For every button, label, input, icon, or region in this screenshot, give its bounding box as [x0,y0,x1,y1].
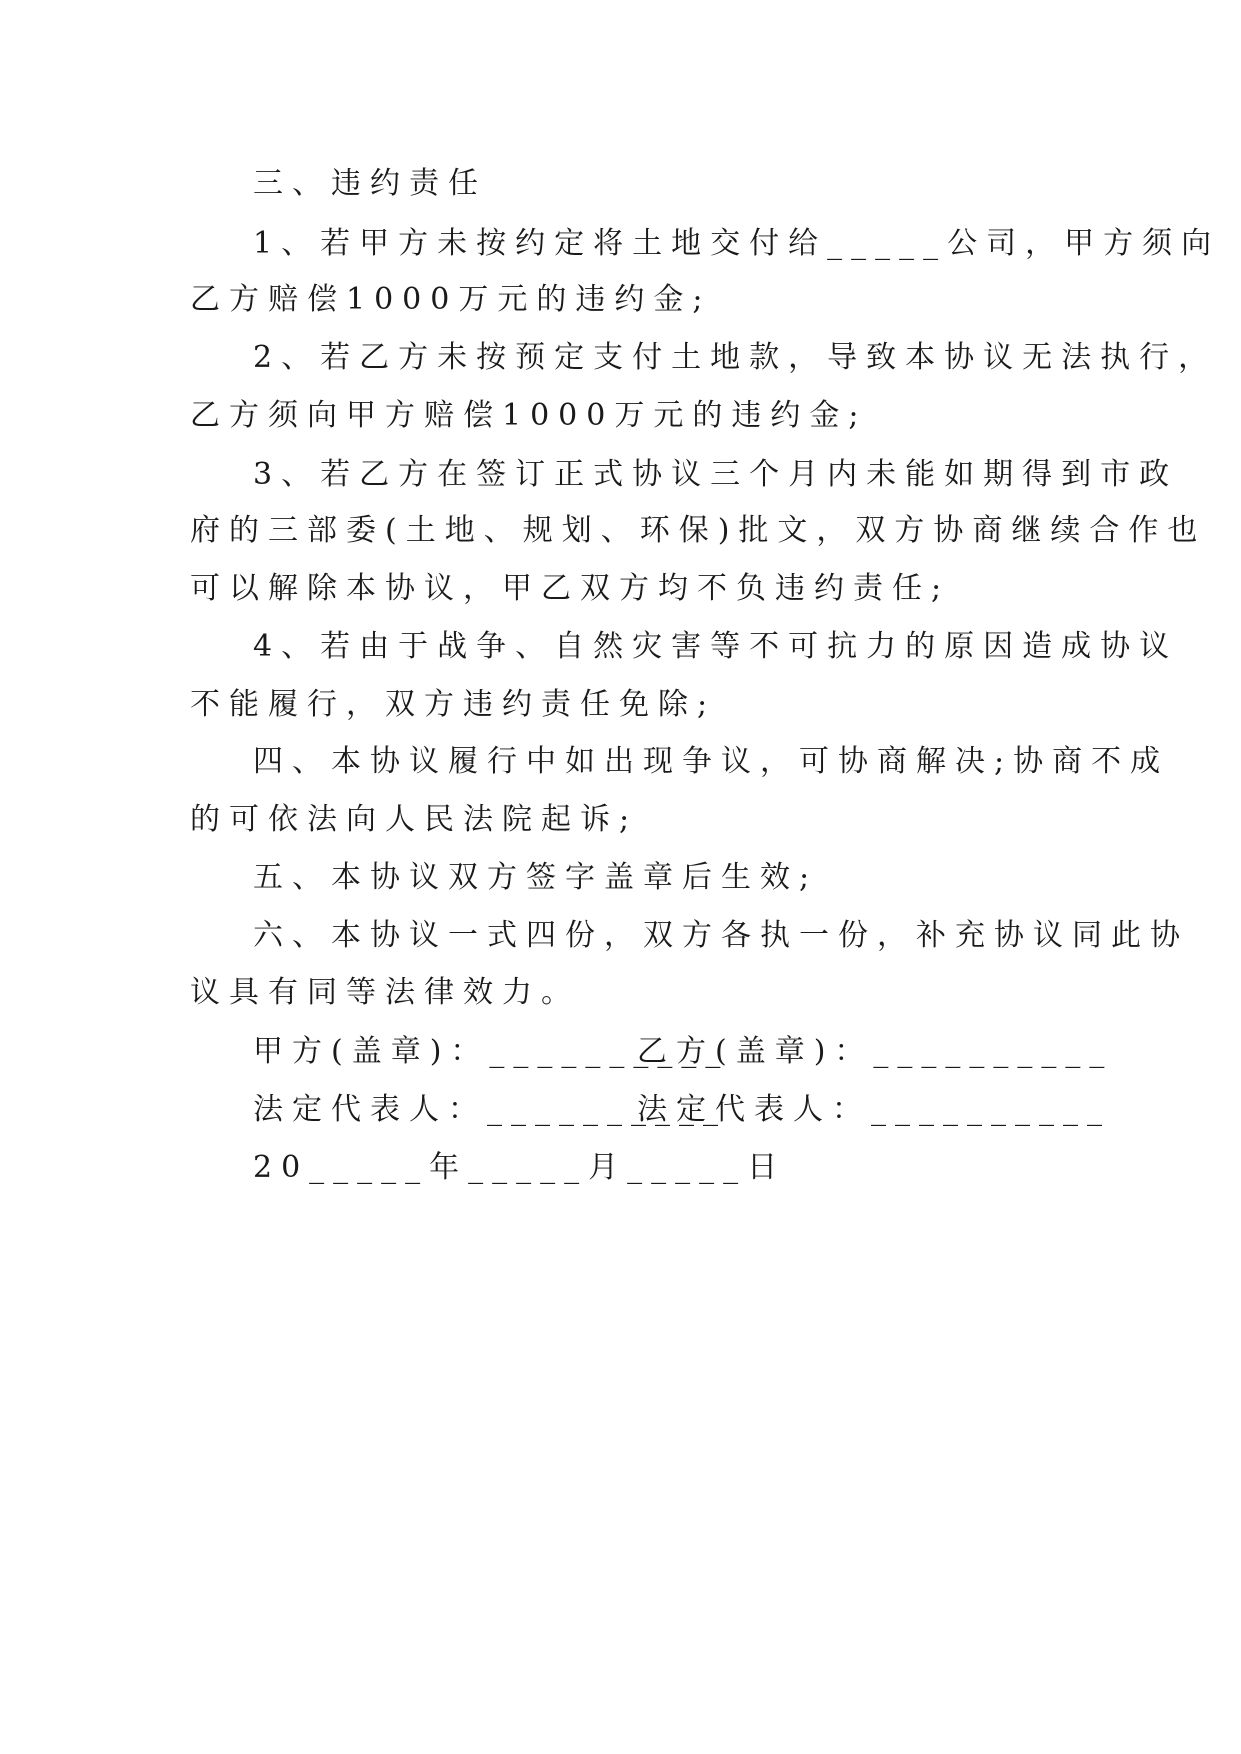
party-b-representative-line: 法定代表人：__________ [637,1092,1111,1127]
clause-4-line-2: 不能履行，双方违约责任免除; [190,687,717,722]
section-6-line-1: 六、本协议一式四份，双方各执一份，补充协议同此协 [253,918,1189,953]
clause-3-line-1: 3、若乙方在签订正式协议三个月内未能如期得到市政 [253,457,1179,492]
section-5: 五、本协议双方签字盖章后生效; [253,860,819,895]
section-4-line-1: 四、本协议履行中如出现争议，可协商解决;协商不成 [253,744,1170,779]
party-a-representative-line: 法定代表人：__________ [253,1092,727,1127]
party-b-seal-line: 乙方(盖章)：__________ [637,1034,1114,1069]
clause-1-line-1: 1、若甲方未按约定将土地交付给_____公司，甲方须向 [253,226,1221,261]
section-3-heading: 三、违约责任 [253,166,487,201]
clause-3-line-3: 可以解除本协议，甲乙双方均不负违约责任; [190,571,951,606]
clause-3-line-2: 府的三部委(土地、规划、环保)批文，双方协商继续合作也 [190,513,1207,548]
clause-4-line-1: 4、若由于战争、自然灾害等不可抗力的原因造成协议 [253,629,1179,664]
party-a-seal-line: 甲方(盖章)：__________ [253,1034,730,1069]
clause-2-line-2: 乙方须向甲方赔偿1000万元的违约金; [190,398,868,433]
signing-date-line: 20_____年_____月_____日 [253,1150,787,1185]
section-4-line-2: 的可依法向人民法院起诉; [190,802,639,837]
section-6-line-2: 议具有同等法律效力。 [190,975,580,1010]
clause-2-line-1: 2、若乙方未按预定支付土地款，导致本协议无法执行， [253,340,1218,375]
clause-1-line-2: 乙方赔偿1000万元的违约金; [190,282,712,317]
